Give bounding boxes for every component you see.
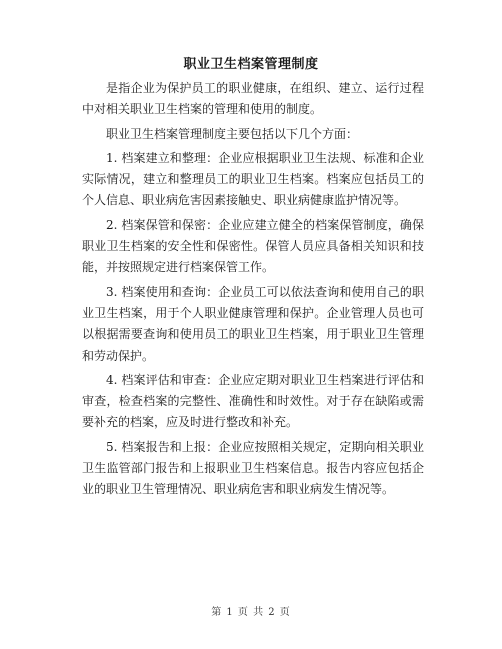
paragraph-item-5: 5. 档案报告和上报：企业应按照相关规定，定期向相关职业卫生监管部门报告和上报职业卫生档案信息。报告内容应包括企业的职业卫生管理情况、职业病危害和职业病发生情况等。 [82, 439, 424, 497]
paragraph-intro: 是指企业为保护员工的职业健康，在组织、建立、运行过程中对相关职业卫生档案的管理和使用的制度。 [82, 81, 424, 117]
document-title: 职业卫生档案管理制度 [183, 57, 319, 72]
paragraph-item-1: 1. 档案建立和整理：企业应根据职业卫生法规、标准和企业实际情况，建立和整理员工的职业卫生档案。档案应包括员工的个人信息、职业病危害因素接触史、职业病健康监护情况等。 [82, 150, 424, 208]
paragraph-item-2: 2. 档案保管和保密：企业应建立健全的档案保管制度，确保职业卫生档案的安全性和保密性。保管人员应具备相关知识和技能，并按照规定进行档案保管工作。 [82, 217, 424, 275]
paragraph-overview: 职业卫生档案管理制度主要包括以下几个方面： [106, 126, 359, 141]
document-body [82, 78, 424, 504]
paragraph-item-4: 4. 档案评估和审查：企业应定期对职业卫生档案进行评估和审查，检查档案的完整性、准确性和时效性。对于存在缺陷或需要补充的档案，应及时进行整改和补充。 [82, 372, 424, 430]
paragraph-item-3: 3. 档案使用和查询：企业员工可以依法查询和使用自己的职业卫生档案，用于个人职业健康管理和保护。企业管理人员也可以根据需要查询和使用员工的职业卫生档案，用于职业卫生管理和劳动保护。 [82, 284, 424, 363]
page-number-footer: 第 1 页 共 2 页 [211, 607, 291, 618]
